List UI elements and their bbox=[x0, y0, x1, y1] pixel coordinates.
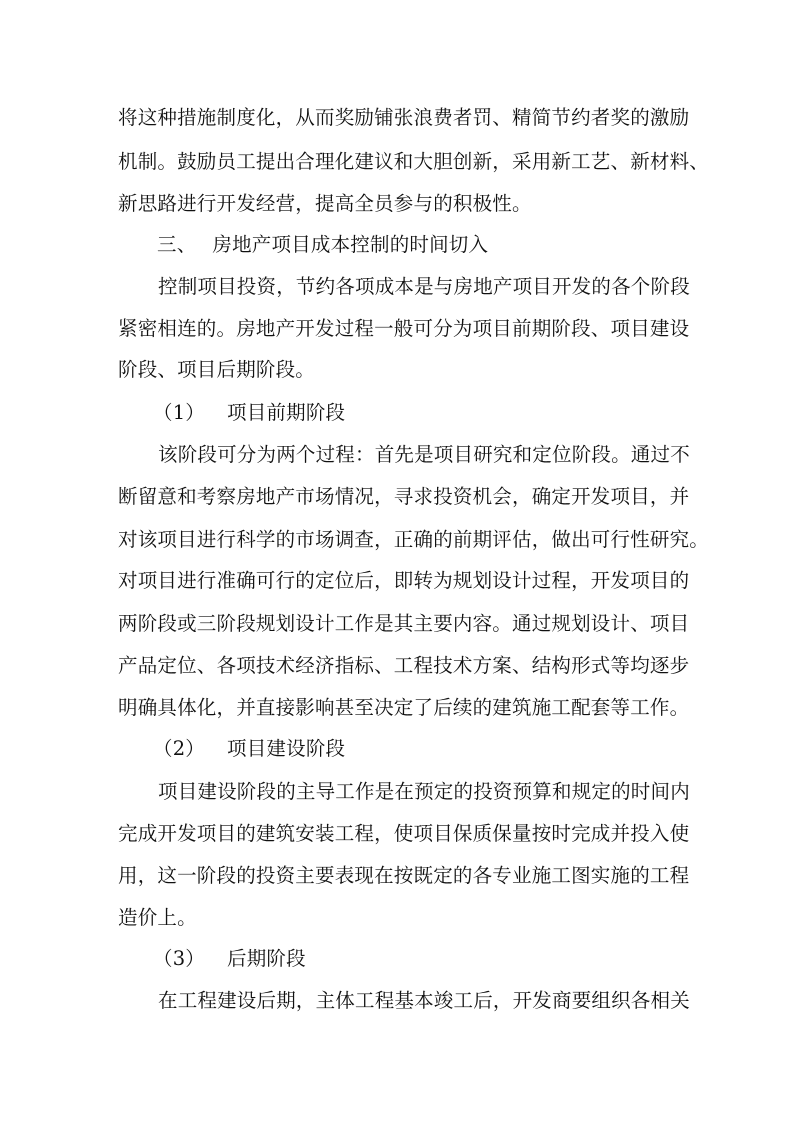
paragraph-4-line-3: 用，这一阶段的投资主要表现在按既定的各专业施工图实施的工程 bbox=[118, 864, 690, 887]
paragraph-3-line-1: 该阶段可分为两个过程：首先是项目研究和定位阶段。通过不 bbox=[158, 443, 690, 466]
paragraph-1-line-3: 新思路进行开发经营，提高全员参与的积极性。 bbox=[118, 192, 532, 215]
subheading-3 bbox=[153, 944, 306, 974]
paragraph-2-line-3: 阶段、项目后期阶段。 bbox=[118, 358, 316, 381]
section-heading-title: 房地产项目成本控制的时间切入 bbox=[212, 233, 489, 256]
paragraph-3-line-6: 产品定位、各项技术经济指标、工程技术方案、结构形式等均逐步 bbox=[118, 654, 690, 677]
subheading-number: （3） bbox=[153, 947, 206, 970]
paragraph-4-line-4: 造价上。 bbox=[118, 906, 197, 929]
subheading-title: 项目建设阶段 bbox=[227, 737, 346, 760]
paragraph-3-line-2: 断留意和考察房地产市场情况，寻求投资机会，确定开发项目，并 bbox=[118, 485, 690, 508]
section-heading-3 bbox=[157, 230, 488, 260]
paragraph-3-line-7: 明确具体化，并直接影响甚至决定了后续的建筑施工配套等工作。 bbox=[118, 696, 690, 719]
subheading-title: 项目前期阶段 bbox=[227, 401, 346, 424]
subheading-number: （1） bbox=[153, 401, 206, 424]
subheading-number: （2） bbox=[153, 737, 206, 760]
subheading-title: 后期阶段 bbox=[227, 947, 306, 970]
paragraph-5-line-1: 在工程建设后期，主体工程基本竣工后，开发商要组织各相关 bbox=[158, 989, 690, 1012]
paragraph-2-line-1: 控制项目投资，节约各项成本是与房地产项目开发的各个阶段 bbox=[158, 275, 690, 298]
paragraph-4-line-2: 完成开发项目的建筑安装工程，使项目保质保量按时完成并投入使 bbox=[118, 822, 690, 845]
paragraph-3-line-5: 两阶段或三阶段规划设计工作是其主要内容。通过规划设计、项目 bbox=[118, 612, 690, 635]
paragraph-1-line-1: 将这种措施制度化，从而奖励铺张浪费者罚、精简节约者奖的激励 bbox=[118, 106, 690, 129]
paragraph-3-line-3: 对该项目进行科学的市场调查，正确的前期评估，做出可行性研究。 bbox=[118, 528, 710, 551]
paragraph-4-line-1: 项目建设阶段的主导工作是在预定的投资预算和规定的时间内 bbox=[158, 780, 690, 803]
subheading-2 bbox=[153, 734, 345, 764]
subheading-1 bbox=[153, 398, 345, 428]
paragraph-2-line-2: 紧密相连的。房地产开发过程一般可分为项目前期阶段、项目建设 bbox=[118, 317, 690, 340]
paragraph-3-line-4: 对项目进行准确可行的定位后，即转为规划设计过程，开发项目的 bbox=[118, 569, 690, 592]
section-heading-number: 三、 bbox=[157, 233, 197, 256]
paragraph-1-line-2: 机制。鼓励员工提出合理化建议和大胆创新，采用新工艺、新材料、 bbox=[118, 150, 710, 173]
